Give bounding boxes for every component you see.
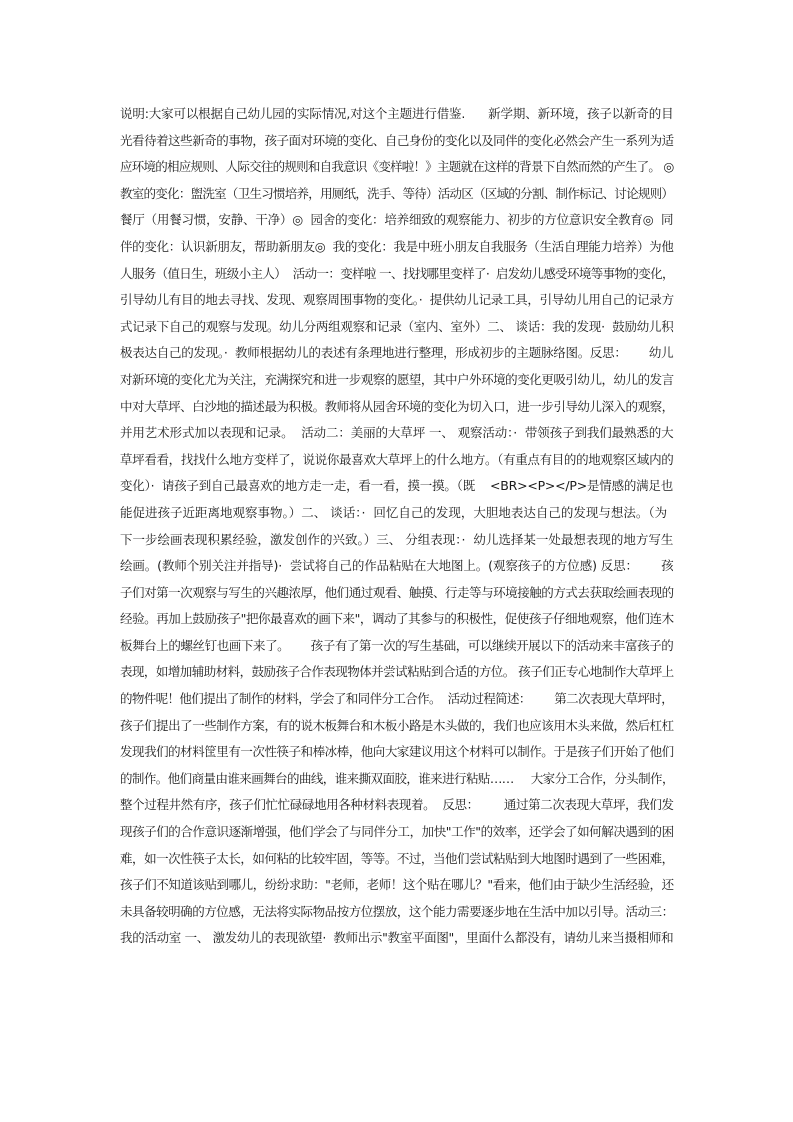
- text-line: 表现，如增加辅助材料，鼓励孩子合作表现物体并尝试粘贴到合适的方位。 孩子们正专心地制作大草坪上: [120, 664, 674, 680]
- text-line: 孩子们不知道该贴到哪儿，纷纷求助："老师，老师！这个贴在哪儿？"看来，他们由于缺少生活经验，还: [120, 877, 674, 893]
- text-line: 整个过程井然有序，孩子们忙忙碌碌地用各种材料表现着。 反思： 通过第二次表现大草坪，我们发: [120, 797, 674, 813]
- text-line: 草坪看看，找找什么地方变样了，说说你最喜欢大草坪上的什么地方。（有重点有目的的地观察区域内的: [120, 451, 674, 467]
- text-line: 式记录下自己的观察与发现。幼儿分两组观察和记录（室内、室外）二、 谈话：我的发现· 鼓励幼儿积: [120, 318, 674, 334]
- text-line: 发现我们的材料筐里有一次性筷子和棒冰棒，他向大家建议用这个材料可以制作。于是孩子们开始了他们: [120, 744, 674, 760]
- text-line: 子们对第一次观察与写生的兴趣浓厚，他们通过观看、触摸、行走等与环境接触的方式去获取绘画表现的: [120, 584, 674, 600]
- text-line: 应环境的相应规则、人际交往的规则和自我意识《变样啦！》主题就在这样的背景下自然而然的产生了。 ◎: [120, 159, 674, 175]
- document-body: [120, 101, 676, 952]
- text-line: 能促进孩子近距离地观察事物。）二、 谈话：· 回忆自己的发现，大胆地表达自己的发现与想法。（为: [120, 504, 668, 520]
- text-line: 引导幼儿有目的地去寻找、发现、观察周围事物的变化。· 提供幼儿记录工具，引导幼儿用自己的记录方: [120, 292, 674, 308]
- text-line: 我的活动室 一、 激发幼儿的表现欲望· 教师出示"教室平面图"，里面什么都没有，请幼儿来当摄相师和: [120, 930, 674, 946]
- text-line: 极表达自己的发现。· 教师根据幼儿的表述有条理地进行整理，形成初步的主题脉络图。反思： 幼儿: [120, 345, 674, 361]
- text-line: 下一步绘画表现积累经验，激发创作的兴致。）三、 分组表现：· 幼儿选择某一处最想表现的地方写生: [120, 531, 674, 547]
- text-line: 人服务（值日生，班级小主人） 活动一：变样啦 一、找找哪里变样了· 启发幼儿感受环境等事物的变化，: [120, 265, 674, 281]
- text-line: 现孩子们的合作意识逐渐增强，他们学会了与同伴分工，加快"工作"的效率，还学会了如何解决遇到的困: [120, 824, 674, 840]
- text-line: 光看待着这些新奇的事物，孩子面对环境的变化、自己身份的变化以及同伴的变化必然会产生一系列为适: [120, 132, 674, 148]
- text-line: 未具备较明确的方位感，无法将实际物品按方位摆放，这个能力需要逐步地在生活中加以引导。活动三：: [120, 903, 674, 919]
- text-line: 说明:大家可以根据自己幼儿园的实际情况,对这个主题进行借鉴. 新学期、新环境，孩子以新奇的目: [120, 106, 674, 121]
- text-line: 的制作。他们商量由谁来画舞台的曲线，谁来撕双面胶，谁来进行粘贴…… 大家分工合作，分头制作，: [120, 770, 674, 786]
- text-line: 经验。再加上鼓励孩子"把你最喜欢的画下来"，调动了其参与的积极性，促使孩子仔细地观察，他们连木: [120, 611, 674, 627]
- text-line: 教室的变化：盥洗室（卫生习惯培养，用厕纸，洗手、等待）活动区（区域的分割、制作标记、讨论规则）: [120, 185, 674, 201]
- text-line: 难，如一次性筷子太长，如何粘的比较牢固，等等。不过，当他们尝试粘贴到大地图时遇到了一些困难，: [120, 850, 674, 866]
- text-line: 板舞台上的螺丝钉也画下来了。 孩子有了第一次的写生基础，可以继续开展以下的活动来丰富孩子的: [120, 637, 674, 653]
- text-line: 对新环境的变化尤为关注，充满探究和进一步观察的愿望，其中户外环境的变化更吸引幼儿，幼儿的发言: [120, 371, 674, 387]
- text-line: 绘画。(教师个别关注并指导)· 尝试将自己的作品粘贴在大地图上。(观察孩子的方位感) 反思： 孩: [120, 558, 674, 574]
- text-line: 变化）· 请孩子到自己最喜欢的地方走一走，看一看，摸一摸。（既 <BR><P></P>是情感的满足也: [120, 478, 673, 494]
- text-line: 的物件呢！他们提出了制作的材料，学会了和同伴分工合作。 活动过程简述： 第二次表现大草坪时，: [120, 691, 674, 707]
- text-line: 中对大草坪、白沙地的描述最为积极。教师将从园舍环境的变化为切入口，进一步引导幼儿深入的观察，: [120, 398, 674, 414]
- text-line: 伴的变化：认识新朋友，帮助新朋友◎ 我的变化：我是中班小朋友自我服务（生活自理能力培养）为他: [120, 238, 674, 254]
- text-line: 并用艺术形式加以表现和记录。 活动二：美丽的大草坪 一、 观察活动：· 带领孩子到我们最熟悉的大: [120, 425, 674, 441]
- text-line: 餐厅（用餐习惯，安静、干净）◎ 园舍的变化：培养细致的观察能力、初步的方位意识安全教育◎ 同: [120, 212, 674, 228]
- text-line: 孩子们提出了一些制作方案，有的说木板舞台和木板小路是木头做的，我们也应该用木头来做，然后杠杠: [120, 717, 674, 733]
